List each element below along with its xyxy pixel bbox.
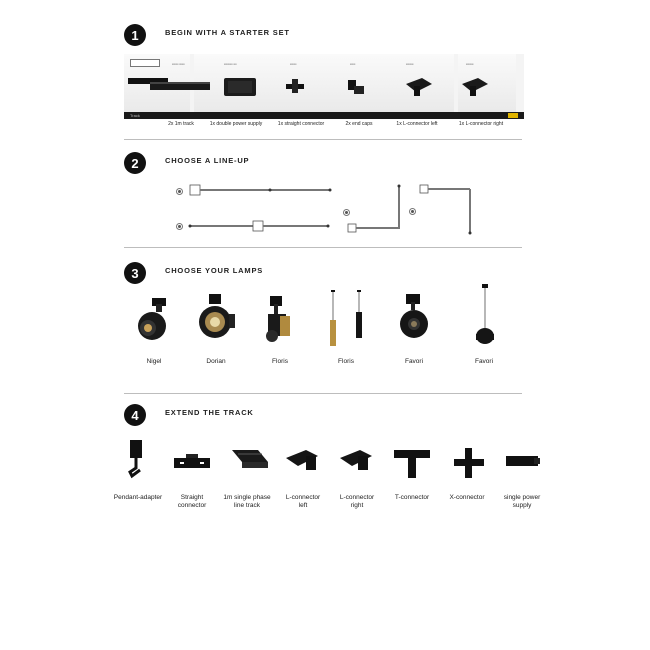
starter-item: 1x L-connector left — [396, 121, 438, 127]
banner-strip-label: Track — [130, 113, 140, 118]
extension-name: Pendant-adapter — [113, 494, 163, 501]
extension-name: 1m single phase line track — [223, 494, 271, 509]
lamp-name: Dorian — [206, 358, 226, 365]
single-power-supply-icon — [504, 450, 544, 480]
nigel-lamp-icon — [130, 296, 180, 346]
starter-item: 1x double power supply — [209, 121, 263, 127]
favori-spot-icon — [398, 292, 438, 342]
divider — [124, 247, 522, 248]
x-connector-icon — [452, 446, 486, 480]
starter-set-banner: ▪▪▪▪▪▪ ▪▪▪▪▪ ▪▪▪▪▪▪▪▪ ▪▪▪ ▪▪▪▪▪▪ ▪▪▪▪▪ ▪▪▪▪▪▪▪ ▪▪▪▪▪▪▪ Track — [124, 54, 524, 119]
dorian-lamp-icon — [195, 292, 245, 342]
divider — [124, 139, 522, 140]
lamp-name: Nigel — [146, 358, 162, 365]
straight-connector-icon — [172, 450, 212, 480]
extension-name: X-connector — [449, 494, 485, 501]
extension-name: L-connector right — [339, 494, 375, 509]
l-connector-right-icon — [338, 446, 378, 476]
extension-name: Straight connector — [177, 494, 207, 509]
step-1-title: BEGIN WITH A STARTER SET — [165, 28, 290, 37]
step-4-title: EXTEND THE TRACK — [165, 408, 254, 417]
step-2-title: CHOOSE A LINE-UP — [165, 156, 250, 165]
lamp-name: Favori — [474, 358, 494, 365]
step-3-title: CHOOSE YOUR LAMPS — [165, 266, 264, 275]
starter-item: 2x 1m track — [168, 121, 194, 127]
floris-pendant-icon — [322, 290, 362, 350]
extension-name: T-connector — [394, 494, 430, 501]
lamp-name: Favori — [404, 358, 424, 365]
step-3-number: 3 — [124, 262, 146, 284]
starter-set-products — [124, 54, 524, 119]
lineup-option-radio[interactable] — [176, 188, 183, 195]
starter-item: 1x L-connector right — [458, 121, 504, 127]
track-1m-icon — [230, 446, 270, 476]
lamp-name: Floris — [272, 358, 288, 365]
step-1-number: 1 — [124, 24, 146, 46]
pendant-adapter-icon — [124, 438, 154, 478]
floris-spot-icon — [262, 294, 302, 349]
track-layout-diagrams — [185, 180, 505, 240]
favori-pendant-icon — [470, 284, 500, 344]
starter-item: 2x end caps — [345, 121, 373, 127]
l-connector-left-icon — [284, 446, 324, 476]
extension-name: single power supply — [503, 494, 541, 509]
lineup-option-radio[interactable] — [176, 223, 183, 230]
t-connector-icon — [392, 446, 432, 480]
starter-item: 1x straight connector — [277, 121, 325, 127]
step-4-number: 4 — [124, 404, 146, 426]
divider — [124, 393, 522, 394]
extension-name: L-connector left — [285, 494, 321, 509]
step-2-number: 2 — [124, 152, 146, 174]
lamp-name: Floris — [338, 358, 354, 365]
